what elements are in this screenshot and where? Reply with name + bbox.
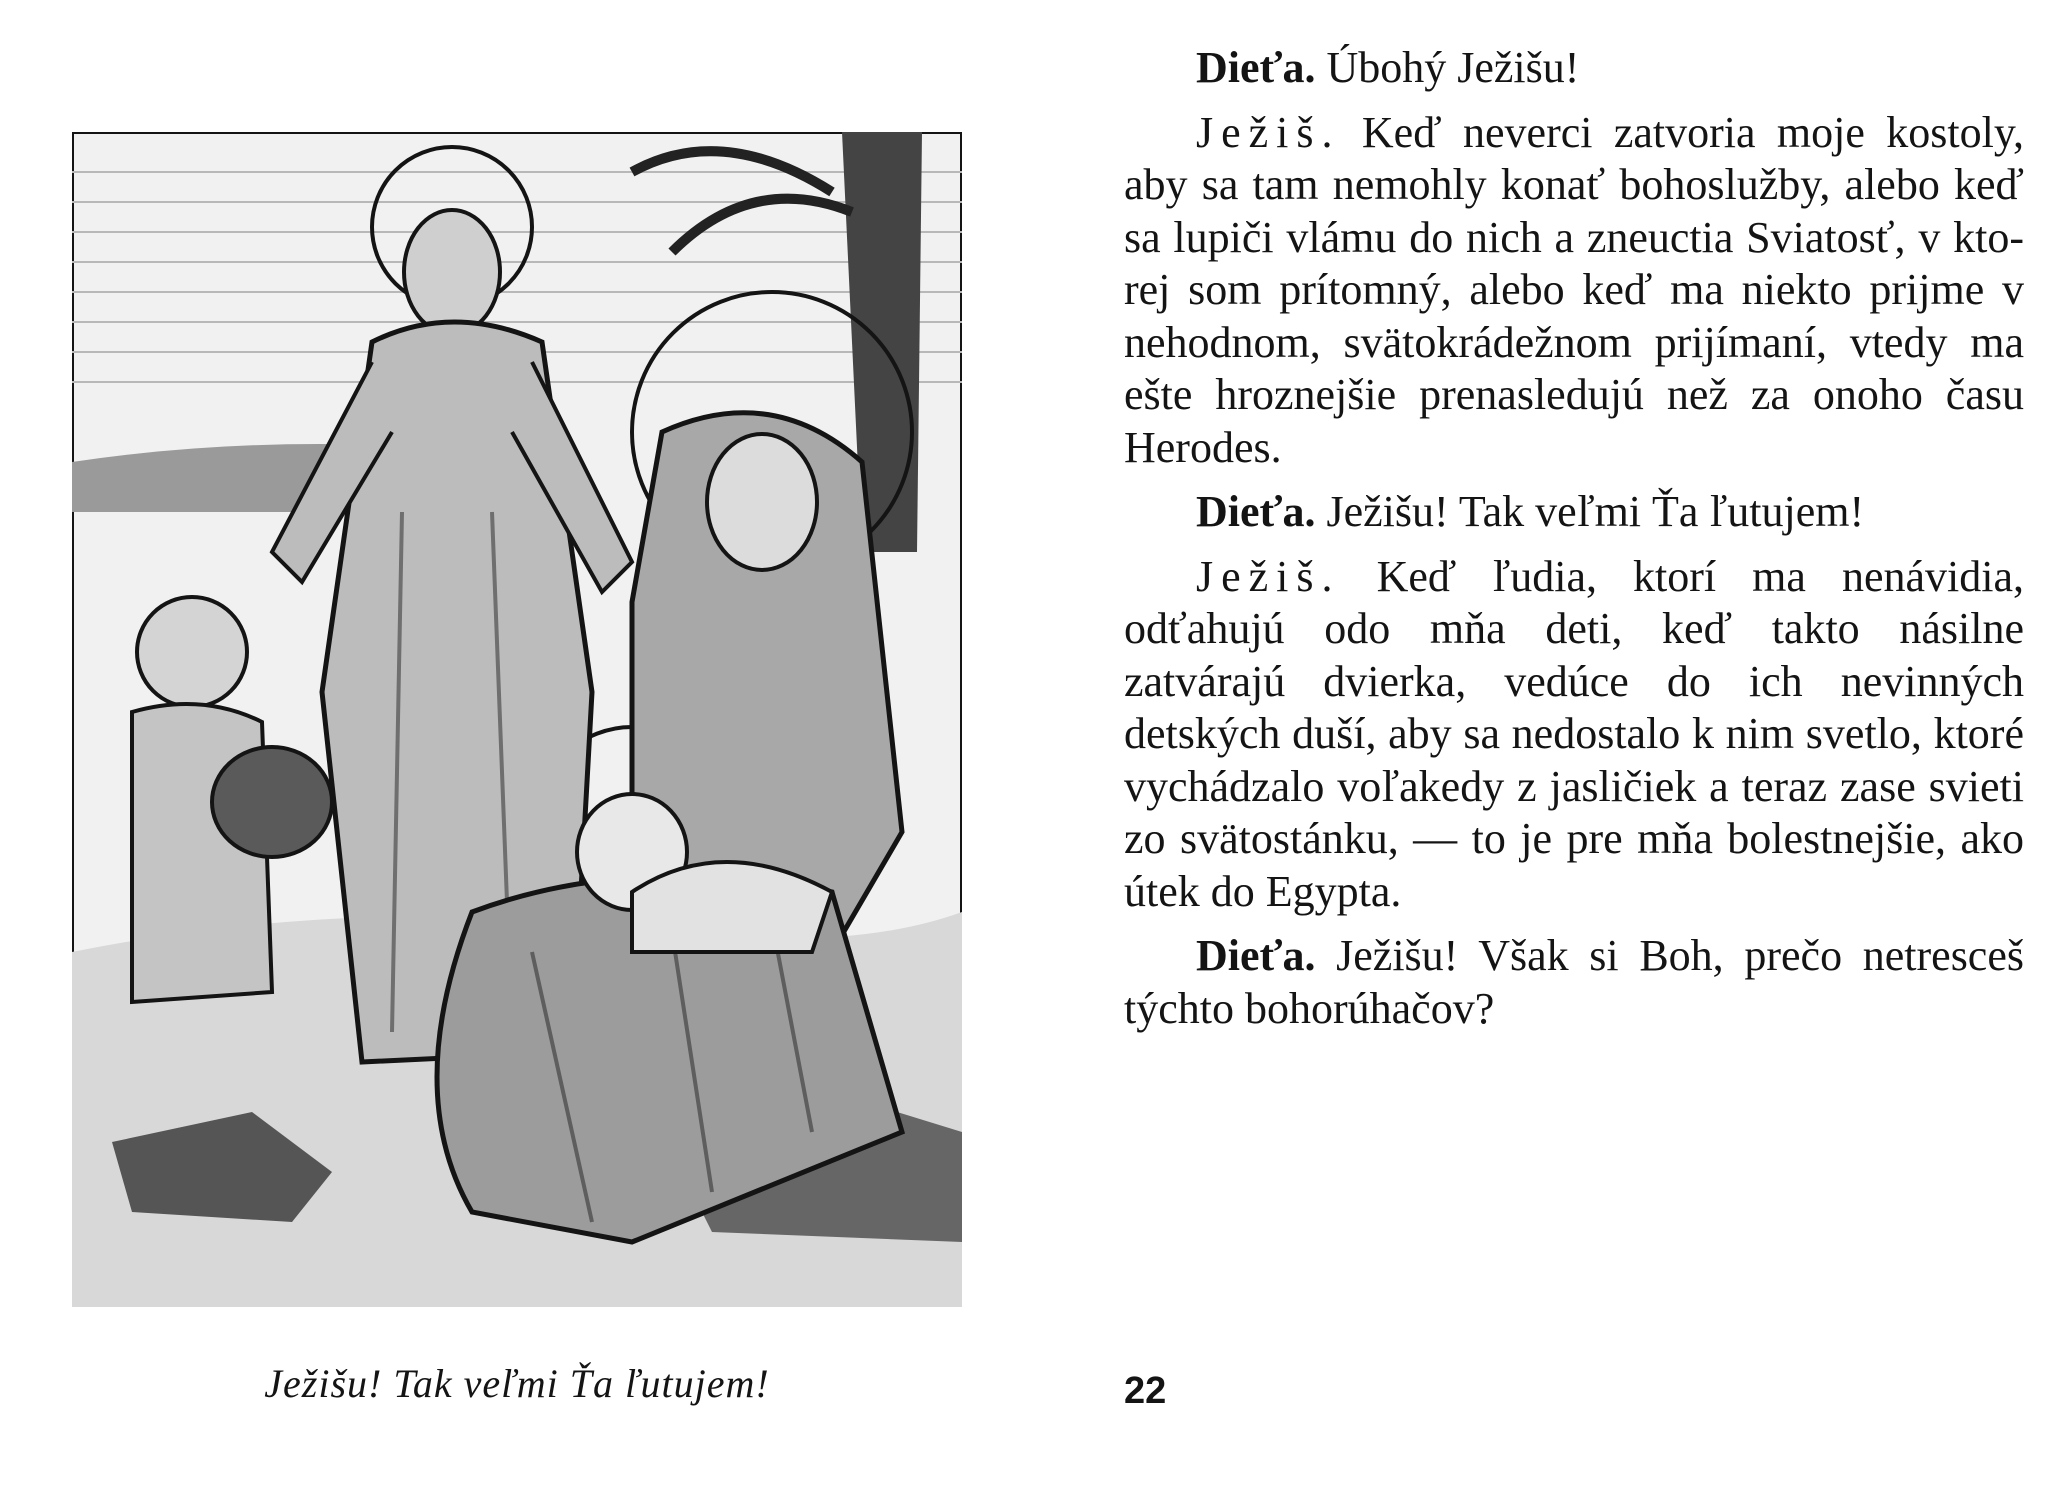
dialogue-paragraph xyxy=(1124,486,2024,539)
paragraph-text: Ježišu! Tak veľmi Ťa ľutujem! xyxy=(1315,487,1865,536)
right-page xyxy=(1024,0,2048,1500)
illustration-caption: Ježišu! Tak veľmi Ťa ľutujem! xyxy=(264,1361,770,1406)
paragraph-text: Keď neverci zatvoria moje kostoly, aby sa tam nemohly konať bohoslužby, alebo keď sa lupiči vlámu do nich a zneuctia Sviatosť, v ktorej som prítomný, alebo keď ma niekto prijme v nehodnom, svätokrádežnom prijímaní, vtedy ma ešte hroznejšie prenasledujú než za onoho času Herodes. xyxy=(1124,107,2024,472)
paragraph-text: Ježišu! Však si Boh, prečo netresceš týchto bohorúhačov? xyxy=(1124,931,2024,1033)
paragraph-text: Keď ľudia, ktorí ma nenávidia, odťahujú odo mňa deti, keď takto násilne zatvárajú dvierka, vedúce do ich nevinných detských duší, aby sa nedostalo k nim svetlo, ktoré vychádzalo voľakedy z jasličiek a teraz zase svieti zo svätostánku, — to je pre mňa bolestnejšie, ako útek do Egypta. xyxy=(1124,551,2024,916)
paragraph-text: Úbohý Ježišu! xyxy=(1315,43,1580,92)
speaker-label: Dieťa. xyxy=(1196,931,1316,980)
page-number: 22 xyxy=(1124,1370,1167,1412)
speaker-label: Dieťa. xyxy=(1196,43,1316,92)
holy-family-illustration xyxy=(72,132,962,1307)
speaker-label: Ježiš. xyxy=(1196,107,1341,157)
speaker-label: Dieťa. xyxy=(1196,487,1316,536)
holy-family-engraving-icon xyxy=(72,132,962,1307)
dialogue-paragraph xyxy=(1124,42,2024,95)
dialogue-paragraph xyxy=(1124,107,2024,475)
dialogue-paragraph xyxy=(1124,551,2024,919)
dialogue-text xyxy=(1124,42,2024,1047)
dialogue-paragraph xyxy=(1124,930,2024,1035)
speaker-label: Ježiš. xyxy=(1196,551,1341,601)
